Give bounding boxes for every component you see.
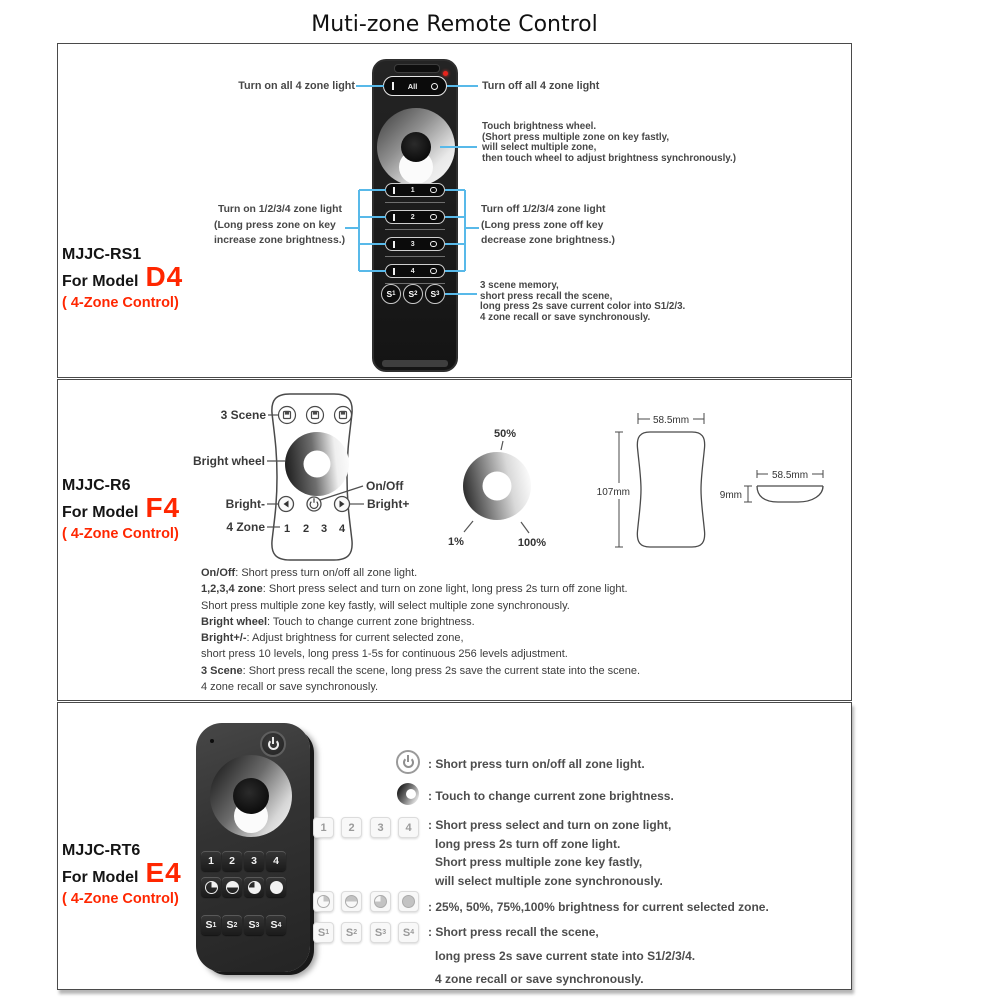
donut-hole	[483, 472, 512, 501]
annotation-scene-memory: 3 scene memory, short press recall the scene, long press 2s save current color into S1/2/3. 4 zone recall or save synchronously.	[480, 280, 686, 323]
legend-scene3-key: S 3	[370, 922, 391, 943]
scene2-key: S 2	[222, 915, 242, 935]
model-code: MJJC-R6	[62, 477, 131, 494]
legend-pie25-key	[313, 891, 334, 912]
front-view-outline	[637, 432, 704, 547]
all-label: All	[407, 81, 418, 91]
brightness-donut	[448, 428, 546, 549]
scene1-button: S 1	[381, 284, 401, 304]
zone-note: ( 4-Zone Control)	[62, 295, 179, 311]
legend-pie100-key	[398, 891, 419, 912]
zone3-key: 3	[244, 851, 264, 871]
zone-number: 3	[320, 523, 328, 535]
annotation-turn-on-all: Turn on all 4 zone light	[238, 80, 355, 92]
model-label-r6	[62, 477, 180, 542]
r6-remote-drawing	[272, 394, 352, 560]
scene2-button: S 2	[403, 284, 423, 304]
callout-lines-rs1	[345, 86, 479, 294]
legend-power-button	[396, 750, 420, 774]
model-name: F4	[145, 492, 181, 523]
legend-pie75-key	[370, 891, 391, 912]
model-label-rt6	[62, 842, 182, 907]
zone-number: 1	[283, 523, 291, 535]
legend-zone1-key: 1	[313, 817, 334, 838]
legend-scene2-key: S 2	[341, 922, 362, 943]
legend-zone3-key: 3	[370, 817, 391, 838]
label-3-scene: 3 Scene	[220, 408, 266, 422]
r6-description: On/Off: Short press turn on/off all zone light. 1,2,3,4 zone: Short press select and turn on zone light, long press 2s turn off zone light. Short press multiple zone key fastly, will select multiple zone synchronously. Bright wheel: Touch to change current zone brightness. Bright+/-: Adjust brightness for current selected zone, short press 10 levels, long press 1-5s for continuous 256 levels adjustment. 3 Scene: Short press recall the scene, long press 2s save the current state into the scene. 4 zone recall or save synchronously.	[201, 567, 641, 694]
zone-number: 2	[410, 213, 415, 221]
front-height-dim: 107mm	[596, 487, 630, 498]
zone-note: ( 4-Zone Control)	[62, 526, 179, 542]
model-name: D4	[145, 261, 184, 292]
annotation-turn-off-zones: Turn off 1/2/3/4 zone light (Long press zone off key decrease zone brightness.)	[481, 204, 615, 247]
legend-scene1-key: S 1	[313, 922, 334, 943]
zone4-key: 4	[266, 851, 286, 871]
side-view-outline	[757, 486, 823, 502]
legend-scene4-key: S 4	[398, 922, 419, 943]
legend-zones-text: : Short press select and turn on zone light, long press 2s turn off zone light. Short press multiple zone key fastly, will select multiple zone synchronously.	[428, 818, 672, 888]
side-width-dim: 58.5mm	[771, 470, 809, 481]
annotation-turn-off-all: Turn off all 4 zone light	[482, 80, 600, 92]
donut-top-label: 50%	[493, 428, 517, 440]
for-model-text: For Model	[62, 869, 139, 886]
donut-left-label: 1%	[448, 536, 464, 548]
zone-number: 1	[410, 186, 415, 194]
legend-wheel-text: : Touch to change current zone brightness.	[428, 789, 674, 803]
legend-wheel-icon	[397, 783, 419, 805]
zone2-key: 2	[222, 851, 242, 871]
label-bright-plus: Bright+	[367, 497, 410, 511]
label-bright-minus: Bright-	[225, 497, 265, 511]
model-code: MJJC-RS1	[62, 246, 142, 263]
model-label-rs1	[62, 246, 183, 311]
legend-scenes-text: : Short press recall the scene, long press 2s save current state into S1/2/3/4. 4 zone recall or save synchronously.	[428, 925, 696, 986]
label-4-zone: 4 Zone	[226, 520, 265, 534]
zone1-key: 1	[201, 851, 221, 871]
annotation-turn-on-zones: Turn on 1/2/3/4 zone light (Long press zone on key increase zone brightness.)	[214, 204, 346, 247]
donut-right-label: 100%	[517, 537, 547, 549]
for-model-text: For Model	[62, 504, 139, 521]
scene3-key: S 3	[244, 915, 264, 935]
dimension-drawing	[597, 413, 823, 547]
legend-pies-text: : 25%, 50%, 75%,100% brightness for current selected zone.	[428, 900, 769, 914]
zone-number: 4	[338, 523, 346, 535]
front-width-dim: 58.5mm	[652, 415, 690, 426]
zone-note: ( 4-Zone Control)	[62, 891, 179, 907]
power-icon	[403, 757, 414, 768]
legend-power-text: : Short press turn on/off all zone light.	[428, 757, 645, 771]
label-bright-wheel: Bright wheel	[192, 454, 265, 468]
model-code: MJJC-RT6	[62, 842, 141, 859]
pie-100-icon	[402, 895, 415, 908]
legend-zone2-key: 2	[341, 817, 362, 838]
pie-75-icon	[374, 895, 387, 908]
model-name: E4	[145, 857, 182, 888]
for-model-text: For Model	[62, 273, 139, 290]
zone-number: 2	[302, 523, 310, 535]
legend-zone4-key: 4	[398, 817, 419, 838]
scene1-key: S 1	[201, 915, 221, 935]
page-title: Muti-zone Remote Control	[311, 12, 598, 37]
zone-number: 4	[410, 267, 415, 275]
annotation-wheel: Touch brightness wheel. (Short press multiple zone on key fastly, will select multiple zone, then touch wheel to adjust brightness synchronously.)	[482, 121, 737, 164]
pie-25-icon	[317, 895, 330, 908]
legend-pie50-key	[341, 891, 362, 912]
label-onoff: On/Off	[366, 479, 404, 493]
pie-50-icon	[345, 895, 358, 908]
scene4-key: S 4	[266, 915, 286, 935]
zone-number: 3	[410, 240, 415, 248]
scene3-button: S 3	[425, 284, 445, 304]
wheel-center	[304, 451, 331, 478]
side-depth-dim: 9mm	[719, 490, 742, 501]
